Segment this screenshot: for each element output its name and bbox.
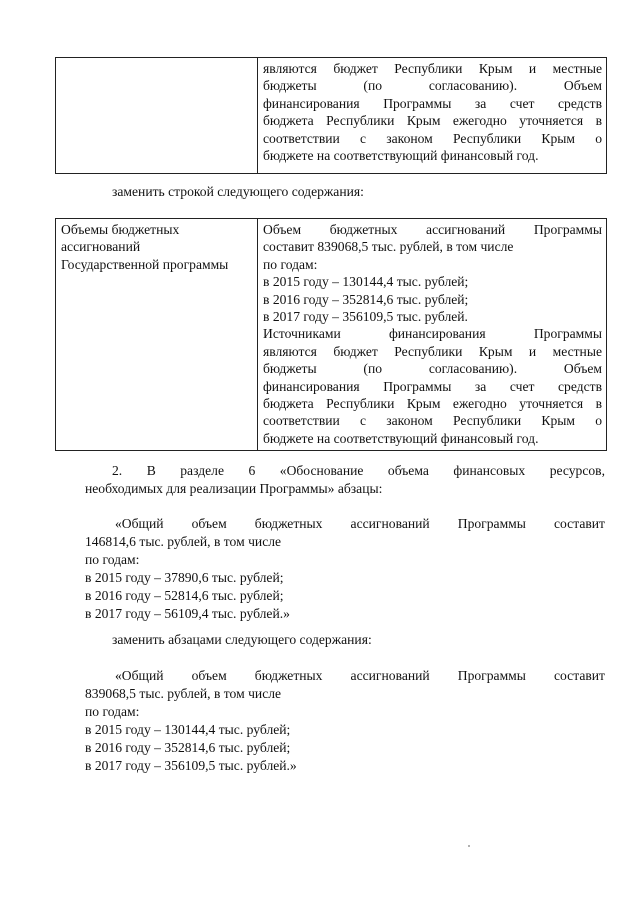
text-line: по годам: [263, 256, 318, 272]
text-line: по годам: [85, 704, 140, 719]
table-row [56, 219, 607, 451]
text-line: являются бюджет Республики Крым и местные [263, 343, 602, 359]
text-line: Объем бюджетных ассигнований Программы [263, 222, 602, 237]
text-line: бюджете на соответствующий финансовый год. [263, 430, 539, 446]
text-line: Государственной программы [61, 256, 229, 272]
table-cell-left [56, 58, 258, 174]
table-cell-left [56, 219, 258, 451]
text-line: бюджеты (по согласованию). Объем [263, 78, 602, 94]
table-new-row [55, 218, 607, 451]
scan-speck [468, 845, 470, 847]
text-line: «Общий объем бюджетных ассигнований Программы составит [115, 668, 605, 683]
replace-row-instruction [112, 183, 364, 201]
text-line: финансирования Программы за счет средств [263, 95, 602, 111]
text-line: в 2016 году – 352814,6 тыс. рублей; [85, 740, 291, 755]
text-line: бюджета Республики Крым ежегодно уточняется в [263, 113, 602, 129]
table-old-row [55, 57, 607, 174]
text-line: являются бюджет Республики Крым и местные [263, 61, 602, 76]
text-line: ассигнований [61, 239, 141, 255]
text-line: бюджеты (по согласованию). Объем [263, 361, 602, 377]
text-line: бюджета Республики Крым ежегодно уточняется в [263, 396, 602, 412]
text-line: в 2015 году – 130144,4 тыс. рублей; [85, 722, 291, 737]
text-line: бюджете на соответствующий финансовый год. [263, 148, 539, 164]
text-line: в 2017 году – 356109,5 тыс. рублей.» [85, 758, 297, 773]
text-line: 839068,5 тыс. рублей, в том числе [85, 686, 282, 701]
text-line: в 2017 году – 56109,4 тыс. рублей.» [85, 606, 290, 621]
text-line: необходимых для реализации Программы» абзацы: [85, 481, 383, 496]
text-line: заменить абзацами следующего содержания: [112, 632, 372, 647]
text-line: в 2015 году – 130144,4 тыс. рублей; [263, 274, 469, 290]
text-line: заменить строкой следующего содержания: [112, 184, 364, 199]
text-line: в 2015 году – 37890,6 тыс. рублей; [85, 570, 284, 585]
text-line: в 2016 году – 52814,6 тыс. рублей; [85, 588, 284, 603]
table-cell-right [258, 219, 607, 451]
text-line: финансирования Программы за счет средств [263, 378, 602, 394]
section-2-paragraph [85, 462, 605, 498]
text-line: соответствии с законом Республики Крым о [263, 130, 602, 146]
old-paragraph-quote [85, 515, 605, 623]
text-line: Источниками финансирования Программы [263, 326, 602, 342]
text-line: по годам: [85, 552, 140, 567]
text-line: «Общий объем бюджетных ассигнований Программы составит [115, 516, 605, 531]
text-line: Объемы бюджетных [61, 222, 180, 237]
text-line: соответствии с законом Республики Крым о [263, 413, 602, 429]
text-line: 2. В разделе 6 «Обоснование объема финансовых ресурсов, [112, 463, 605, 478]
text-line: 146814,6 тыс. рублей, в том числе [85, 534, 282, 549]
text-line: в 2016 году – 352814,6 тыс. рублей; [263, 291, 469, 307]
new-paragraph-quote [85, 667, 605, 775]
text-line: в 2017 году – 356109,5 тыс. рублей. [263, 309, 468, 325]
table-cell-right [258, 58, 607, 174]
text-line: составит 839068,5 тыс. рублей, в том числе [263, 239, 514, 255]
table-row [56, 58, 607, 174]
replace-paragraphs-instruction [112, 631, 372, 649]
